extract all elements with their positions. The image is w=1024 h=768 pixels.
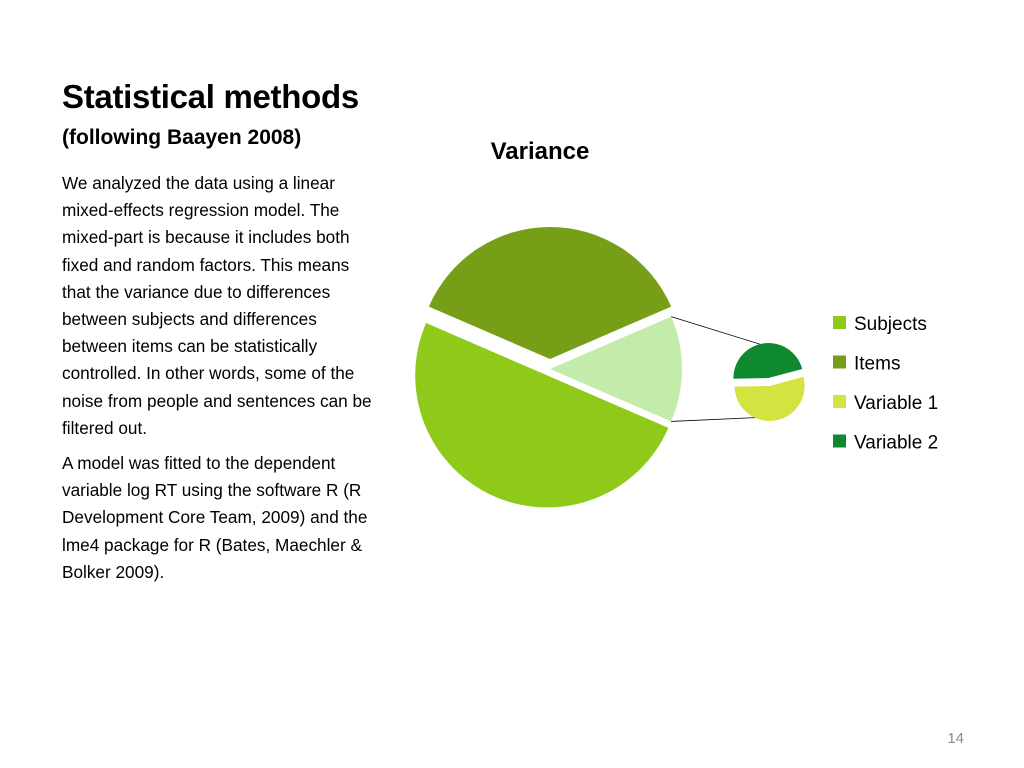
- connector-line-top: [671, 317, 769, 347]
- slide-title: Statistical methods: [62, 78, 359, 115]
- page-number: 14: [947, 730, 964, 747]
- legend-swatch: [833, 356, 846, 369]
- body-text: [62, 170, 380, 594]
- main-pie: [415, 227, 682, 507]
- legend-label: Items: [854, 353, 901, 375]
- chart-title: Variance: [490, 138, 590, 165]
- chart-legend: [833, 314, 938, 454]
- slice-variable-1: [735, 377, 805, 421]
- paragraph-2: A model was fitted to the dependent variable log RT using the software R (R Development Core Team, 2009) and the lme4 package for R (Bates, Maechler & Bolker 2009).: [62, 453, 368, 582]
- legend-swatch: [833, 395, 846, 408]
- slide-subtitle: (following Baayen 2008): [62, 126, 302, 149]
- variance-pie-chart: [400, 130, 1000, 550]
- secondary-pie: [733, 343, 804, 421]
- legend-label: Variable 1: [854, 393, 939, 414]
- paragraph-1: We analyzed the data using a linear mixed-effects regression model. The mixed-part is because it includes both fixed and random factors. This means that the variance due to differences between subjects and differences between items can be statistically controlled. In other words, some of the noise from people and sentences can be filtered out.: [62, 173, 372, 438]
- legend-label: Variable 2: [854, 432, 939, 454]
- legend-swatch: [833, 435, 846, 448]
- legend-swatch: [833, 316, 846, 329]
- slice-variable-2: [733, 343, 802, 379]
- legend-label: Subjects: [854, 314, 927, 335]
- connector-line-bottom: [671, 417, 769, 421]
